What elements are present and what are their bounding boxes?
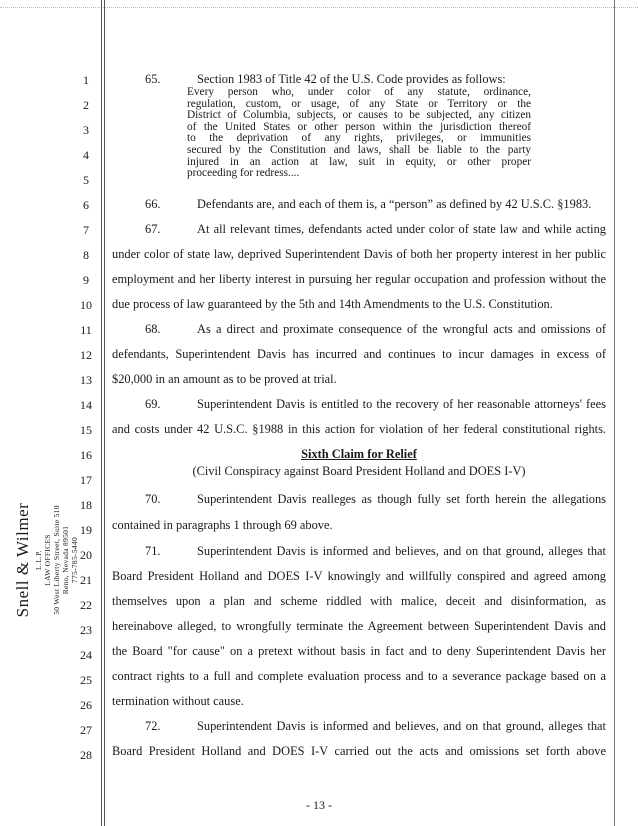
text-line: defendants, Superintendent Davis has incurred and continues to incur damages in excess of xyxy=(112,347,606,361)
law-firm-sidebar xyxy=(8,350,78,770)
paragraph-number: 70. xyxy=(145,492,161,506)
line-number: 13 xyxy=(80,373,92,387)
line-number: 23 xyxy=(80,623,92,637)
claim-heading: Sixth Claim for Relief xyxy=(301,447,417,461)
firm-name: Snell & Wilmer xyxy=(13,502,32,618)
quote-line: regulation, custom, or usage, of any State or Territory or the xyxy=(187,97,531,110)
quote-line: secured by the Constitution and laws, shall be liable to the party xyxy=(187,143,531,156)
line-number: 15 xyxy=(80,423,92,437)
firm-phone: 775-785-5440 xyxy=(70,536,79,584)
text-line: due process of law guaranteed by the 5th and 14th Amendments to the U.S. Constitution. xyxy=(112,297,553,311)
line-number: 22 xyxy=(80,598,92,612)
line-number: 14 xyxy=(80,398,92,412)
paragraph-68-first-line: 68. As a direct and proximate consequence of the wrongful acts and omissions of xyxy=(145,322,606,336)
line-number: 19 xyxy=(80,523,92,537)
page-number: - 13 - xyxy=(306,798,332,812)
line-number: 2 xyxy=(83,98,89,112)
line-number: 27 xyxy=(80,723,92,737)
line-number: 20 xyxy=(80,548,92,562)
line-number: 12 xyxy=(80,348,92,362)
line-number: 17 xyxy=(80,473,92,487)
paragraph-number: 69. xyxy=(145,397,161,411)
line-number: 18 xyxy=(80,498,92,512)
paragraph-72-first-line: 72. Superintendent Davis is informed and believes, and on that ground, alleges that xyxy=(145,719,606,733)
line-number: 10 xyxy=(80,298,92,312)
paragraph-number: 67. xyxy=(145,222,161,236)
line-number: 3 xyxy=(83,123,89,137)
quote-line: proceeding for redress.... xyxy=(187,167,300,180)
statute-quote xyxy=(187,87,531,180)
paragraph-67-first-line: 67. At all relevant times, defendants acted under color of state law and while acting xyxy=(145,222,606,236)
firm-llp: L.L.P. xyxy=(34,550,43,570)
text-line: contract rights to a full and complete evaluation process and to a severance package based on a xyxy=(112,669,606,683)
left-margin-rule xyxy=(101,0,102,826)
line-number: 21 xyxy=(80,573,92,587)
text-line: Board President Holland and DOES I-V knowingly and willfully conspired and agreed among xyxy=(112,569,606,583)
paragraph-number: 66. xyxy=(145,197,161,211)
line-number: 6 xyxy=(83,198,89,212)
text-line: under color of state law, deprived Superintendent Davis of both her property interest in her public xyxy=(112,247,606,261)
text-line: termination without cause. xyxy=(112,694,244,708)
text-line: $20,000 in an amount as to be proved at trial. xyxy=(112,372,337,386)
top-edge xyxy=(0,0,638,8)
right-margin-rule xyxy=(614,0,615,826)
firm-office: LAW OFFICES xyxy=(43,534,52,586)
text-line: and costs under 42 U.S.C. §1988 in this action for violation of her federal constitutional rights. xyxy=(112,422,606,436)
text-line: contained in paragraphs 1 through 69 above. xyxy=(112,518,333,532)
line-number: 24 xyxy=(80,648,92,662)
quote-line: injured in an action at law, suit in equity, or other proper xyxy=(187,155,531,168)
line-number: 25 xyxy=(80,673,92,687)
claim-subheading: (Civil Conspiracy against Board President Holland and DOES I-V) xyxy=(192,464,526,478)
quote-line: Every person who, under color of any statute, ordinance, xyxy=(187,86,531,98)
line-number: 5 xyxy=(83,173,89,187)
quote-line: District of Columbia, subjects, or causes to be subjected, any citizen xyxy=(187,109,531,122)
line-number: 16 xyxy=(80,448,92,462)
paragraph-65-intro: 65. Section 1983 of Title 42 of the U.S. Code provides as follows: xyxy=(145,72,506,86)
line-number: 28 xyxy=(80,748,92,762)
line-number: 11 xyxy=(80,323,92,337)
line-number: 7 xyxy=(83,223,89,237)
line-number: 26 xyxy=(80,698,92,712)
left-margin-rule-2 xyxy=(104,0,105,826)
quote-line: of the United States or other person within the jurisdiction thereof xyxy=(187,120,531,133)
text-line: employment and her liberty interest in pursuing her regular occupation and profession without the xyxy=(112,272,606,286)
line-number: 8 xyxy=(83,248,89,262)
line-number: 4 xyxy=(83,148,89,162)
line-number: 1 xyxy=(83,73,89,87)
firm-address: 50 West Liberty Street, Suite 510 xyxy=(52,505,61,615)
paragraph-70-first-line: 70. Superintendent Davis realleges as though fully set forth herein the allegations xyxy=(145,492,606,506)
paragraph-71-first-line: 71. Superintendent Davis is informed and believes, and on that ground, alleges that xyxy=(145,544,606,558)
text-line: themselves upon a plan and scheme riddled with malice, deceit and disinformation, as xyxy=(112,594,606,608)
paragraph-number: 72. xyxy=(145,719,161,733)
paragraph-66: 66. Defendants are, and each of them is, a “person” as defined by 42 U.S.C. §1983. xyxy=(145,197,592,211)
paragraph-69-first-line: 69. Superintendent Davis is entitled to the recovery of her reasonable attorneys' fees xyxy=(145,397,606,411)
paragraph-number: 71. xyxy=(145,544,161,558)
line-number: 9 xyxy=(83,273,89,287)
text-line: the Board "for cause" on a pretext without basis in fact and to deny Superintendent Davis her xyxy=(112,644,606,658)
paragraph-number: 68. xyxy=(145,322,161,336)
firm-city: Reno, Nevada 89501 xyxy=(61,525,70,595)
quote-line: to the deprivation of any rights, privileges, or immunities xyxy=(187,132,531,145)
text-line: Board President Holland and DOES I-V carried out the acts and omissions set forth above xyxy=(112,744,606,758)
text-line: hereinabove alleged, to wrongfully terminate the Agreement between Superintendent Davis and xyxy=(112,619,606,633)
paragraph-number: 65. xyxy=(145,72,161,86)
